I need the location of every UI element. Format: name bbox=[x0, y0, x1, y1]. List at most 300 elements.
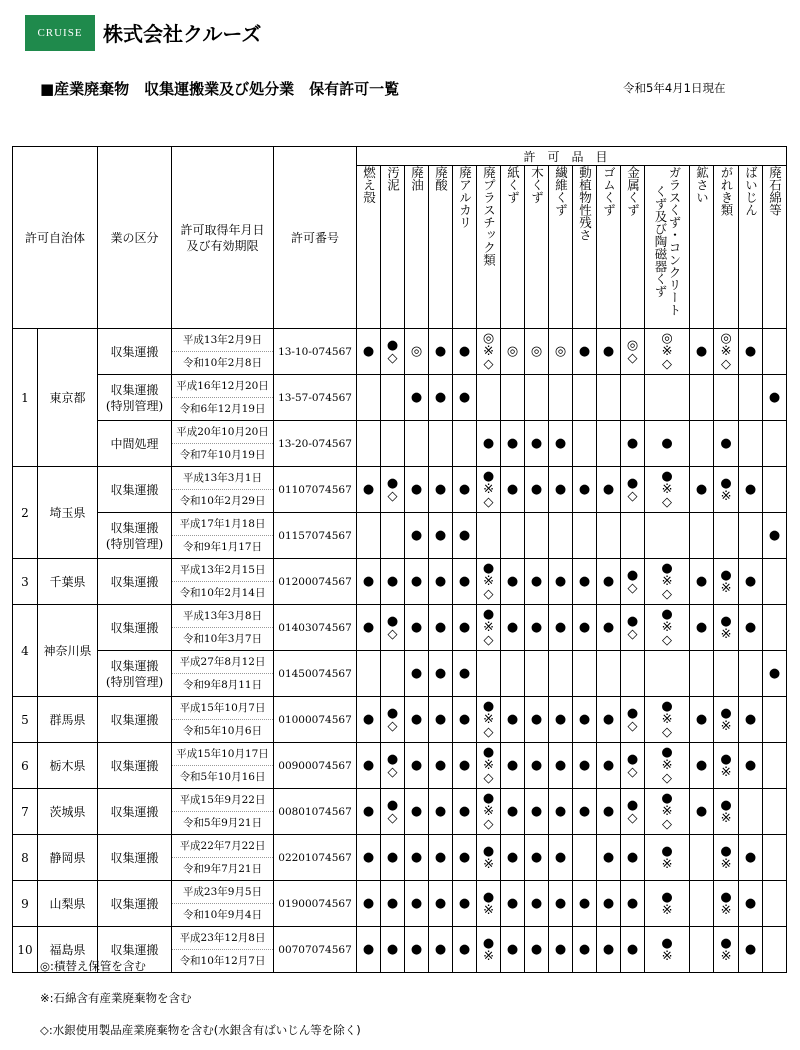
item-mark: ● bbox=[429, 881, 453, 927]
item-mark bbox=[763, 789, 787, 835]
item-mark bbox=[739, 513, 763, 559]
item-mark bbox=[357, 513, 381, 559]
item-mark: ● bbox=[597, 835, 621, 881]
row-number: 9 bbox=[13, 881, 38, 927]
item-mark: ● ◇ bbox=[621, 789, 645, 835]
table-header bbox=[13, 147, 787, 329]
item-mark: ● bbox=[429, 835, 453, 881]
item-mark: ◎ bbox=[501, 329, 525, 375]
item-mark: ● ※ ◇ bbox=[645, 605, 690, 651]
table-row bbox=[13, 375, 787, 421]
table-row bbox=[13, 467, 787, 513]
table-row bbox=[13, 605, 787, 651]
expiry-date: 令和10年12月7日 bbox=[179, 955, 266, 967]
item-mark bbox=[690, 651, 714, 697]
header-item-label: 動植物性残さ bbox=[577, 166, 593, 241]
legend-item: ※:石綿含有産業廃棄物を含む bbox=[40, 991, 192, 1005]
item-mark: ● bbox=[597, 467, 621, 513]
item-mark bbox=[763, 559, 787, 605]
item-mark: ● ◇ bbox=[381, 467, 405, 513]
item-mark: ● bbox=[739, 467, 763, 513]
item-mark bbox=[645, 651, 690, 697]
item-mark: ● ※ bbox=[714, 605, 739, 651]
permit-dates bbox=[172, 513, 274, 559]
permit-dates bbox=[172, 651, 274, 697]
item-mark: ● bbox=[405, 651, 429, 697]
business-type: 収集運搬 (特別管理) bbox=[98, 375, 172, 421]
item-mark: ● bbox=[597, 559, 621, 605]
item-mark: ● bbox=[405, 559, 429, 605]
header-item-label: 紙くず bbox=[505, 166, 521, 204]
item-mark bbox=[381, 375, 405, 421]
item-mark: ● bbox=[429, 375, 453, 421]
header-item-label: 廃油 bbox=[409, 166, 425, 191]
item-mark: ● bbox=[690, 743, 714, 789]
item-mark: ● bbox=[429, 651, 453, 697]
item-mark bbox=[525, 513, 549, 559]
header-item bbox=[453, 166, 477, 329]
prefecture: 東京都 bbox=[38, 329, 98, 467]
item-mark: ● ※ bbox=[714, 559, 739, 605]
business-type: 収集運搬 bbox=[98, 835, 172, 881]
permit-dates bbox=[172, 605, 274, 651]
company-name: 株式会社クルーズ bbox=[103, 22, 262, 46]
item-mark bbox=[573, 375, 597, 421]
permit-number: 01900074567 bbox=[274, 881, 357, 927]
item-mark: ● bbox=[501, 789, 525, 835]
header-item-label: がれき類 bbox=[719, 166, 735, 216]
item-mark: ● bbox=[763, 651, 787, 697]
item-mark: ● bbox=[405, 881, 429, 927]
header-dates: 許可取得年月日 及び有効期限 bbox=[172, 147, 274, 329]
item-mark: ● ※ bbox=[477, 835, 501, 881]
permit-number: 13-10-074567 bbox=[274, 329, 357, 375]
item-mark: ● bbox=[690, 329, 714, 375]
item-mark bbox=[763, 835, 787, 881]
as-of-date: 令和5年4月1日現在 bbox=[623, 81, 726, 95]
item-mark: ● bbox=[739, 559, 763, 605]
item-mark: ● bbox=[739, 881, 763, 927]
item-mark bbox=[690, 375, 714, 421]
item-mark: ● bbox=[453, 789, 477, 835]
item-mark: ● bbox=[597, 789, 621, 835]
item-mark: ● bbox=[453, 697, 477, 743]
item-mark: ● ※ bbox=[645, 835, 690, 881]
item-mark: ● bbox=[429, 513, 453, 559]
item-mark: ● bbox=[405, 513, 429, 559]
item-mark: ● bbox=[525, 559, 549, 605]
item-mark: ● bbox=[739, 697, 763, 743]
permit-number: 00707074567 bbox=[274, 927, 357, 973]
permit-table bbox=[12, 146, 787, 973]
item-mark: ● bbox=[453, 329, 477, 375]
item-mark: ● bbox=[429, 467, 453, 513]
item-mark bbox=[690, 927, 714, 973]
table-row bbox=[13, 513, 787, 559]
item-mark: ● bbox=[690, 697, 714, 743]
item-mark: ● ◇ bbox=[621, 559, 645, 605]
expiry-date: 令和7年10月19日 bbox=[179, 449, 266, 461]
item-mark: ● bbox=[549, 421, 573, 467]
header-item-label: 廃石綿等 bbox=[767, 166, 783, 216]
permit-number: 01157074567 bbox=[274, 513, 357, 559]
header-item-label: 燃え殻 bbox=[361, 166, 377, 204]
item-mark: ● bbox=[573, 697, 597, 743]
item-mark: ● bbox=[501, 697, 525, 743]
acquired-date: 平成17年1月18日 bbox=[172, 513, 273, 536]
header-business: 業の区分 bbox=[98, 147, 172, 329]
item-mark bbox=[621, 651, 645, 697]
item-mark bbox=[429, 421, 453, 467]
item-mark: ● bbox=[429, 605, 453, 651]
prefecture: 福島県 bbox=[38, 927, 98, 973]
header-item-label: 木くず bbox=[529, 166, 545, 204]
item-mark: ● bbox=[621, 421, 645, 467]
business-type: 収集運搬 bbox=[98, 697, 172, 743]
item-mark bbox=[381, 421, 405, 467]
item-mark: ● bbox=[405, 605, 429, 651]
item-mark: ● bbox=[453, 651, 477, 697]
item-mark: ● ※ bbox=[477, 927, 501, 973]
expiry-date: 令和10年2月29日 bbox=[179, 495, 266, 507]
page-title: ■産業廃棄物 収集運搬業及び処分業 保有許可一覧 bbox=[40, 80, 400, 98]
company-logo bbox=[25, 15, 95, 51]
item-mark bbox=[477, 651, 501, 697]
item-mark: ● bbox=[405, 743, 429, 789]
item-mark: ● bbox=[453, 375, 477, 421]
expiry-date: 令和10年2月14日 bbox=[179, 587, 266, 599]
expiry-date: 令和5年10月6日 bbox=[182, 725, 263, 737]
item-mark: ● ※ ◇ bbox=[645, 467, 690, 513]
table-row bbox=[13, 421, 787, 467]
expiry-date: 令和10年9月4日 bbox=[182, 909, 263, 921]
row-number: 10 bbox=[13, 927, 38, 973]
item-mark: ● bbox=[381, 559, 405, 605]
item-mark: ● ※ ◇ bbox=[477, 697, 501, 743]
table-row bbox=[13, 835, 787, 881]
expiry-date: 令和6年12月19日 bbox=[179, 403, 266, 415]
item-mark: ● bbox=[429, 559, 453, 605]
table-row bbox=[13, 789, 787, 835]
item-mark: ● bbox=[597, 697, 621, 743]
permit-dates bbox=[172, 329, 274, 375]
item-mark: ● bbox=[405, 467, 429, 513]
item-mark: ● bbox=[405, 375, 429, 421]
item-mark bbox=[381, 513, 405, 559]
expiry-date: 令和10年3月7日 bbox=[182, 633, 263, 645]
item-mark: ● bbox=[645, 421, 690, 467]
item-mark: ● bbox=[714, 421, 739, 467]
item-mark: ● bbox=[525, 697, 549, 743]
table-row bbox=[13, 881, 787, 927]
header-item-label: ゴムくず bbox=[601, 166, 617, 216]
item-mark bbox=[501, 513, 525, 559]
header-item bbox=[763, 166, 787, 329]
legend-item: ◇:水銀使用製品産業廃棄物を含む(水銀含有ばいじん等を除く) bbox=[40, 1023, 361, 1037]
item-mark: ● bbox=[357, 743, 381, 789]
business-type: 収集運搬 bbox=[98, 881, 172, 927]
item-mark bbox=[763, 927, 787, 973]
acquired-date: 平成16年12月20日 bbox=[172, 375, 273, 398]
item-mark bbox=[763, 605, 787, 651]
item-mark: ● ※ bbox=[645, 927, 690, 973]
item-mark: ● ※ ◇ bbox=[645, 789, 690, 835]
item-mark: ● bbox=[621, 881, 645, 927]
item-mark: ● ※ ◇ bbox=[477, 559, 501, 605]
acquired-date: 平成13年2月15日 bbox=[172, 559, 273, 582]
table-row bbox=[13, 697, 787, 743]
business-type: 収集運搬 bbox=[98, 605, 172, 651]
permit-dates bbox=[172, 835, 274, 881]
permit-dates bbox=[172, 881, 274, 927]
business-type: 収集運搬 bbox=[98, 329, 172, 375]
item-mark: ● bbox=[525, 467, 549, 513]
expiry-date: 令和5年10月16日 bbox=[179, 771, 266, 783]
item-mark: ● ※ bbox=[714, 467, 739, 513]
business-type: 収集運搬 bbox=[98, 743, 172, 789]
item-mark: ● bbox=[453, 927, 477, 973]
item-mark: ● bbox=[453, 513, 477, 559]
legend-item: ◎:積替え保管を含む bbox=[40, 959, 146, 973]
header-item-label: 金属くず bbox=[625, 166, 641, 216]
item-mark: ● bbox=[453, 467, 477, 513]
item-mark: ● bbox=[429, 789, 453, 835]
item-mark: ● ※ ◇ bbox=[477, 743, 501, 789]
item-mark: ● ※ bbox=[714, 881, 739, 927]
business-type: 収集運搬 bbox=[98, 789, 172, 835]
item-mark bbox=[597, 421, 621, 467]
item-mark: ● bbox=[405, 927, 429, 973]
item-mark: ● bbox=[597, 329, 621, 375]
item-mark bbox=[690, 881, 714, 927]
item-mark bbox=[621, 513, 645, 559]
item-mark: ● ※ ◇ bbox=[645, 743, 690, 789]
header-item bbox=[501, 166, 525, 329]
item-mark bbox=[714, 651, 739, 697]
permit-dates bbox=[172, 421, 274, 467]
prefecture: 茨城県 bbox=[38, 789, 98, 835]
acquired-date: 平成22年7月22日 bbox=[172, 835, 273, 858]
item-mark bbox=[453, 421, 477, 467]
prefecture: 静岡県 bbox=[38, 835, 98, 881]
permit-dates bbox=[172, 789, 274, 835]
item-mark bbox=[477, 513, 501, 559]
item-mark: ● bbox=[690, 559, 714, 605]
item-mark bbox=[763, 421, 787, 467]
header-item-label: 廃酸 bbox=[433, 166, 449, 191]
item-mark: ● ◇ bbox=[621, 743, 645, 789]
item-mark: ● bbox=[357, 559, 381, 605]
item-mark bbox=[525, 651, 549, 697]
item-mark: ● bbox=[357, 789, 381, 835]
acquired-date: 平成23年9月5日 bbox=[172, 881, 273, 904]
row-number: 4 bbox=[13, 605, 38, 697]
item-mark: ● ※ bbox=[714, 789, 739, 835]
table-row bbox=[13, 743, 787, 789]
item-mark: ● bbox=[573, 743, 597, 789]
item-mark: ● bbox=[573, 605, 597, 651]
item-mark: ● bbox=[573, 329, 597, 375]
item-mark: ● bbox=[597, 927, 621, 973]
item-mark: ● bbox=[621, 835, 645, 881]
header-permit-number: 許可番号 bbox=[274, 147, 357, 329]
item-mark bbox=[573, 513, 597, 559]
item-mark: ● bbox=[690, 605, 714, 651]
permit-number: 01000074567 bbox=[274, 697, 357, 743]
item-mark: ◎ ※ ◇ bbox=[645, 329, 690, 375]
header-item bbox=[525, 166, 549, 329]
permit-dates bbox=[172, 743, 274, 789]
header-item bbox=[645, 166, 690, 329]
item-mark: ● ◇ bbox=[621, 467, 645, 513]
item-mark bbox=[501, 651, 525, 697]
item-mark: ● bbox=[381, 927, 405, 973]
item-mark: ● bbox=[549, 605, 573, 651]
header-row bbox=[13, 147, 787, 166]
item-mark: ● ※ ◇ bbox=[477, 789, 501, 835]
item-mark: ● bbox=[381, 881, 405, 927]
item-mark: ● bbox=[549, 697, 573, 743]
item-mark: ● bbox=[453, 835, 477, 881]
item-mark bbox=[477, 375, 501, 421]
item-mark bbox=[645, 513, 690, 559]
row-number: 8 bbox=[13, 835, 38, 881]
business-type: 収集運搬 bbox=[98, 467, 172, 513]
item-mark: ● bbox=[357, 881, 381, 927]
item-mark bbox=[690, 421, 714, 467]
item-mark: ● bbox=[573, 467, 597, 513]
permit-dates bbox=[172, 375, 274, 421]
item-mark bbox=[573, 835, 597, 881]
acquired-date: 平成27年8月12日 bbox=[172, 651, 273, 674]
item-mark: ● bbox=[597, 743, 621, 789]
item-mark: ● ※ bbox=[714, 743, 739, 789]
item-mark bbox=[645, 375, 690, 421]
item-mark: ● bbox=[597, 605, 621, 651]
header-item bbox=[690, 166, 714, 329]
item-mark bbox=[621, 375, 645, 421]
item-mark: ◎ ◇ bbox=[621, 329, 645, 375]
item-mark: ● bbox=[501, 881, 525, 927]
item-mark: ● bbox=[549, 881, 573, 927]
item-mark: ● bbox=[453, 559, 477, 605]
business-type: 中間処理 bbox=[98, 421, 172, 467]
item-mark: ● bbox=[573, 559, 597, 605]
table-row bbox=[13, 329, 787, 375]
acquired-date: 平成15年10月7日 bbox=[172, 697, 273, 720]
item-mark bbox=[714, 375, 739, 421]
item-mark: ● bbox=[501, 743, 525, 789]
item-mark: ● bbox=[549, 743, 573, 789]
item-mark bbox=[501, 375, 525, 421]
header-item-label: 汚泥 bbox=[385, 166, 401, 191]
row-number: 6 bbox=[13, 743, 38, 789]
header-item bbox=[739, 166, 763, 329]
item-mark: ● bbox=[357, 605, 381, 651]
item-mark: ● bbox=[549, 835, 573, 881]
item-mark bbox=[549, 651, 573, 697]
item-mark bbox=[763, 467, 787, 513]
item-mark: ● bbox=[763, 375, 787, 421]
item-mark: ● bbox=[763, 513, 787, 559]
item-mark: ● bbox=[621, 927, 645, 973]
permit-number: 01403074567 bbox=[274, 605, 357, 651]
item-mark bbox=[690, 835, 714, 881]
permit-dates bbox=[172, 467, 274, 513]
header-item bbox=[405, 166, 429, 329]
permit-number: 00801074567 bbox=[274, 789, 357, 835]
acquired-date: 平成15年9月22日 bbox=[172, 789, 273, 812]
item-mark: ● ※ bbox=[477, 881, 501, 927]
item-mark bbox=[597, 375, 621, 421]
item-mark: ● bbox=[501, 605, 525, 651]
header-item bbox=[714, 166, 739, 329]
item-mark: ● ※ bbox=[714, 697, 739, 743]
acquired-date: 平成15年10月17日 bbox=[172, 743, 273, 766]
table-row bbox=[13, 651, 787, 697]
item-mark: ● ※ ◇ bbox=[645, 697, 690, 743]
permit-dates bbox=[172, 927, 274, 973]
item-mark: ● bbox=[739, 743, 763, 789]
item-mark: ● bbox=[357, 329, 381, 375]
item-mark: ● bbox=[357, 697, 381, 743]
row-number: 1 bbox=[13, 329, 38, 467]
expiry-date: 令和10年2月8日 bbox=[182, 357, 263, 369]
item-mark: ● bbox=[549, 927, 573, 973]
acquired-date: 平成13年2月9日 bbox=[172, 329, 273, 352]
item-mark bbox=[597, 651, 621, 697]
item-mark bbox=[549, 375, 573, 421]
header-item-label: 廃プラスチック類 bbox=[481, 166, 497, 266]
item-mark: ● bbox=[501, 421, 525, 467]
item-mark: ● ◇ bbox=[621, 697, 645, 743]
item-mark: ● bbox=[573, 927, 597, 973]
prefecture: 群馬県 bbox=[38, 697, 98, 743]
item-mark: ● bbox=[429, 927, 453, 973]
permit-number: 00900074567 bbox=[274, 743, 357, 789]
permit-number: 01200074567 bbox=[274, 559, 357, 605]
item-mark bbox=[357, 651, 381, 697]
item-mark bbox=[525, 375, 549, 421]
item-mark bbox=[763, 743, 787, 789]
item-mark bbox=[714, 513, 739, 559]
item-mark: ● bbox=[525, 835, 549, 881]
item-mark: ● bbox=[549, 789, 573, 835]
business-type: 収集運搬 bbox=[98, 927, 172, 973]
item-mark: ● ◇ bbox=[621, 605, 645, 651]
prefecture: 山梨県 bbox=[38, 881, 98, 927]
logo-mark: CRUISE bbox=[25, 15, 95, 51]
item-mark bbox=[549, 513, 573, 559]
header-item bbox=[621, 166, 645, 329]
row-number: 7 bbox=[13, 789, 38, 835]
item-mark bbox=[739, 789, 763, 835]
item-mark: ◎ bbox=[549, 329, 573, 375]
header-item-label: ガラスくず・コンクリートくず及び陶磁器くず bbox=[653, 166, 683, 316]
item-mark: ● bbox=[429, 697, 453, 743]
item-mark bbox=[739, 421, 763, 467]
item-mark: ● bbox=[381, 835, 405, 881]
item-mark: ● bbox=[573, 789, 597, 835]
item-mark: ● bbox=[739, 835, 763, 881]
header-item bbox=[597, 166, 621, 329]
item-mark: ◎ ※ ◇ bbox=[477, 329, 501, 375]
item-mark: ● bbox=[453, 881, 477, 927]
header-item bbox=[549, 166, 573, 329]
item-mark: ● bbox=[357, 835, 381, 881]
item-mark: ● bbox=[405, 697, 429, 743]
permit-number: 02201074567 bbox=[274, 835, 357, 881]
